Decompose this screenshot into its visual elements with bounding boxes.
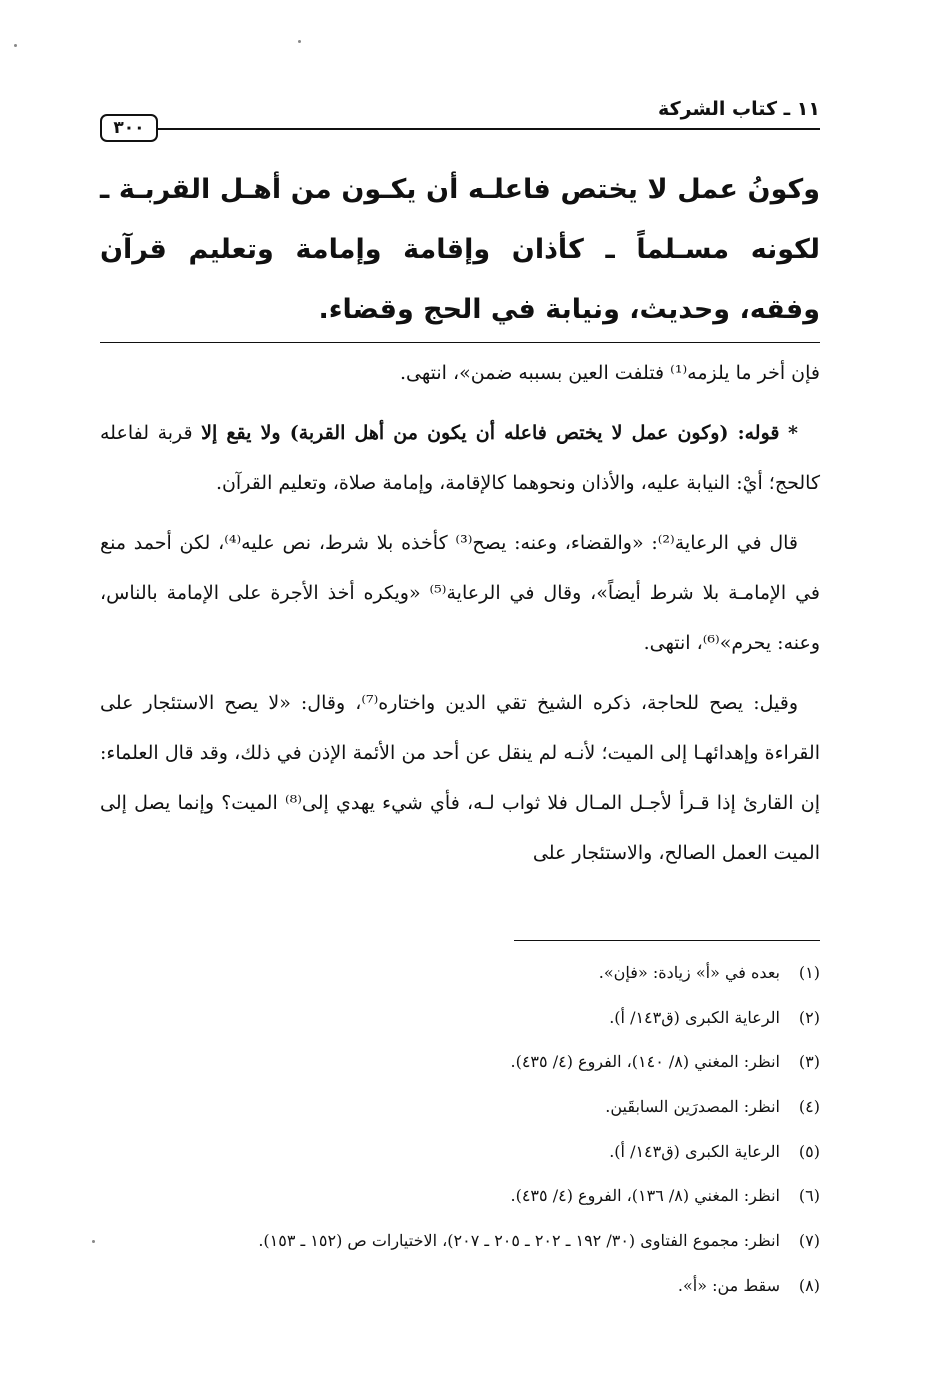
footnote-1 bbox=[100, 958, 820, 1003]
commentary-paragraph-3: قال في الرعاية⁽²⁾: «والقضاء، وعنه: يصح⁽³⁾ كأخذه بلا شرط، نص عليه⁽⁴⁾، لكن أحمد منع في الإمامـة بلا شرط أيضاً»، وقال في الرعاية⁽⁵⁾ «ويكره أخذ الأجرة على الإمامة بالناس، وعنه: يحرم»⁽⁶⁾، انتهى. bbox=[100, 532, 820, 654]
footnote-mark: (٦) bbox=[798, 1186, 820, 1206]
footnote-7 bbox=[100, 1226, 820, 1271]
page-number: ٣٠٠ bbox=[100, 114, 158, 142]
footnote-text: الرعاية الكبرى (ق١٤٣/ أ). bbox=[609, 1141, 780, 1161]
footnote-mark: (٢) bbox=[798, 1007, 820, 1027]
asterisk-marker: * bbox=[788, 422, 798, 444]
commentary bbox=[100, 348, 820, 888]
page-header bbox=[100, 96, 820, 142]
footnote-text: الرعاية الكبرى (ق١٤٣/ أ). bbox=[609, 1007, 780, 1027]
chapter-title: ١١ ـ كتاب الشركة bbox=[658, 98, 820, 120]
footnote-mark: (٣) bbox=[798, 1052, 820, 1072]
footnote-6 bbox=[100, 1181, 820, 1226]
footnote-8 bbox=[100, 1271, 820, 1316]
footnote-mark: (٥) bbox=[798, 1141, 820, 1161]
commentary-paragraph-4: وقيل: يصح للحاجة، ذكره الشيخ تقي الدين واختاره⁽⁷⁾، وقال: «لا يصح الاستئجار على القراءة وإهدائهـا إلى الميت؛ لأنـه لم ينقل عن أحد من الأئمة الإذن في ذلك، وقد قال العلماء: إن القارئ إذا قـرأ لأجـل المـال فلا ثواب لـه، فأي شيء يهدي إلى⁽⁸⁾ الميت؟ وإنما يصل إلى الميت العمل الصالح، والاستئجار على bbox=[100, 692, 820, 864]
matn-divider bbox=[100, 342, 820, 343]
footnote-3 bbox=[100, 1047, 820, 1092]
footnote-4 bbox=[100, 1092, 820, 1137]
footnotes-list bbox=[100, 958, 820, 1316]
footnote-text: سقط من: «أ». bbox=[677, 1275, 780, 1295]
quoted-matn-lead: قوله: (وكون عمل لا يختص فاعله أن يكون من أهل القربة) ولا يقع إلا bbox=[201, 422, 780, 444]
footnote-5 bbox=[100, 1137, 820, 1182]
scan-speck bbox=[92, 1240, 95, 1243]
matn-text: وكونُ عمل لا يختص فاعلـه أن يكـون من أهـل القربـة ـ لكونه مسـلماً ـ كأذان وإقامة وإمامة وتعليم قرآن وفقه، وحديث، ونيابة في الحج وقضاء. bbox=[100, 174, 820, 325]
commentary-paragraph-2-rest: قربة لفاعله كالحج؛ أيْ: النيابة عليه، والأذان ونحوهما كالإقامة، وإمامة صلاة، وتعليم القرآن. bbox=[100, 422, 820, 494]
footnote-text: انظر: المغني (٨/ ١٤٠)، الفروع (٤/ ٤٣٥). bbox=[510, 1052, 780, 1072]
footnote-mark: (٧) bbox=[798, 1231, 820, 1251]
footnote-text: بعده في «أ» زيادة: «فإن». bbox=[598, 963, 780, 982]
footnote-text: انظر: المغني (٨/ ١٣٦)، الفروع (٤/ ٤٣٥). bbox=[510, 1186, 780, 1206]
footnote-text: انظر: المصدرَين السابقَين. bbox=[605, 1097, 780, 1117]
commentary-paragraph-2 bbox=[100, 408, 820, 508]
scan-speck bbox=[298, 40, 301, 43]
header-rule bbox=[156, 128, 820, 130]
scan-speck bbox=[14, 44, 17, 47]
footnote-mark: (٨) bbox=[798, 1275, 820, 1295]
footnote-2 bbox=[100, 1003, 820, 1048]
commentary-paragraph-1: فإن أخر ما يلزمه⁽¹⁾ فتلفت العين بسببه ضمن»، انتهى. bbox=[400, 362, 820, 384]
footnote-mark: (٤) bbox=[798, 1097, 820, 1117]
footnote-text: انظر: مجموع الفتاوى (٣٠/ ١٩٢ ـ ٢٠٢ ـ ٢٠٥ ـ ٢٠٧)، الاختيارات ص (١٥٢ ـ ١٥٣). bbox=[258, 1231, 780, 1251]
footnote-mark: (١) bbox=[798, 963, 820, 982]
footnote-divider bbox=[514, 940, 820, 941]
